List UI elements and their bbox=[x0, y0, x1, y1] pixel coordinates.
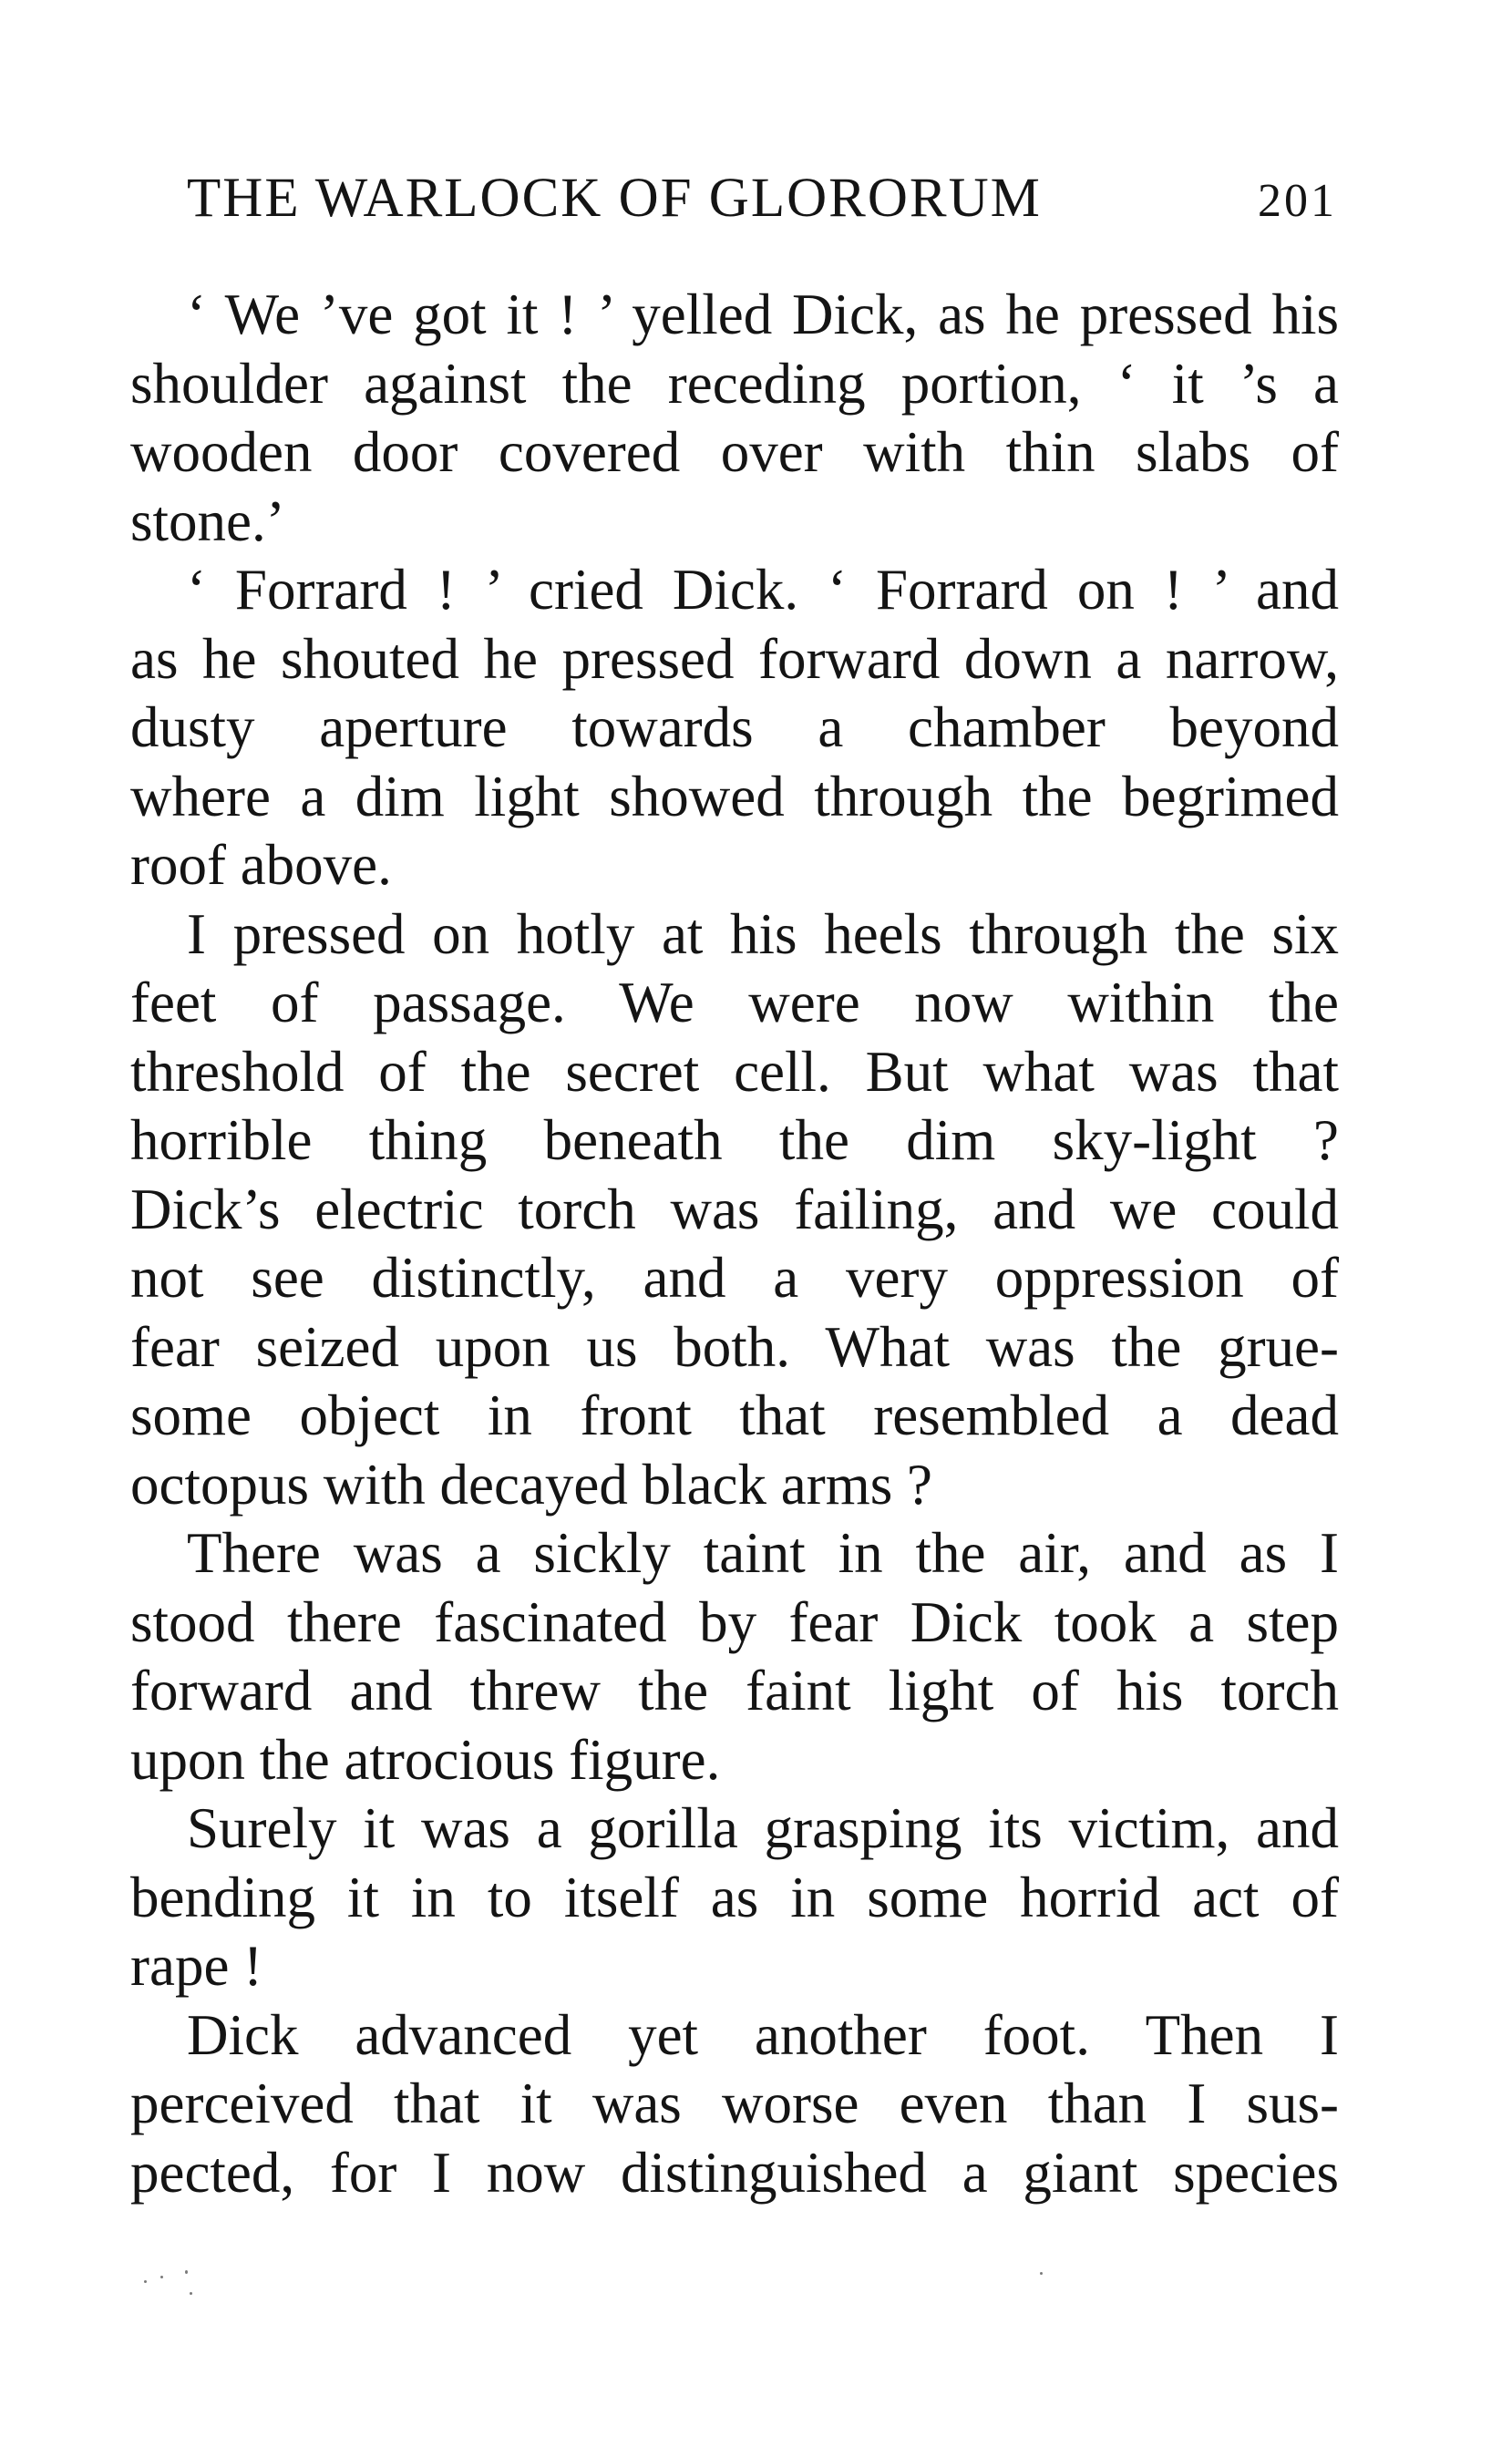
text-line: Surely it was a gorilla grasping its victim, and bbox=[187, 1796, 1339, 1860]
text-line: pected, for I now distinguished a giant species bbox=[130, 2140, 1339, 2205]
text-line: fear seized upon us both. What was the grue- bbox=[130, 1314, 1339, 1379]
text-line: some object in front that resembled a dead bbox=[130, 1383, 1339, 1447]
text-line: stood there fascinated by fear Dick took a step bbox=[130, 1589, 1339, 1654]
text-line: threshold of the secret cell. But what was that bbox=[130, 1039, 1339, 1104]
text-line: not see distinctly, and a very oppression of bbox=[130, 1246, 1339, 1310]
text-line: octopus with decayed black arms ? bbox=[130, 1452, 932, 1517]
text-line: forward and threw the faint light of his torch bbox=[130, 1659, 1339, 1722]
paper-speck bbox=[185, 2270, 188, 2274]
text-line: There was a sickly taint in the air, and as I bbox=[187, 1521, 1339, 1585]
body-text bbox=[130, 281, 1339, 2207]
text-line: Dick’s electric torch was failing, and we could bbox=[130, 1177, 1339, 1241]
page-number: 201 bbox=[1258, 175, 1337, 227]
text-line: shoulder against the receding portion, ‘ it ’s a bbox=[130, 351, 1339, 416]
text-line: roof above. bbox=[130, 833, 392, 897]
paper-speck bbox=[144, 2280, 147, 2283]
text-line: ‘ Forrard ! ’ cried Dick. ‘ Forrard on ! ’ and bbox=[187, 558, 1339, 622]
text-line: upon the atrocious figure. bbox=[130, 1727, 721, 1792]
text-line: wooden door covered over with thin slabs of bbox=[130, 420, 1339, 484]
paper-speck bbox=[160, 2276, 163, 2278]
running-head bbox=[187, 167, 1337, 234]
text-line: horrible thing beneath the dim sky-light ? bbox=[130, 1108, 1339, 1172]
text-line: dusty aperture towards a chamber beyond bbox=[130, 695, 1339, 759]
paper-speck bbox=[190, 2292, 192, 2295]
text-line: bending it in to itself as in some horrid act of bbox=[130, 1865, 1339, 1929]
text-line: feet of passage. We were now within the bbox=[130, 971, 1339, 1034]
text-line: stone.’ bbox=[130, 488, 285, 553]
running-title: THE WARLOCK OF GLORORUM bbox=[187, 168, 1042, 229]
text-line: I pressed on hotly at his heels through the six bbox=[187, 901, 1339, 966]
text-line: Dick advanced yet another foot. Then I bbox=[187, 2002, 1339, 2067]
text-line: where a dim light showed through the begrimed bbox=[130, 764, 1339, 828]
paper-speck bbox=[1040, 2272, 1043, 2275]
text-line: as he shouted he pressed forward down a narrow, bbox=[130, 626, 1339, 691]
text-line: rape ! bbox=[130, 1934, 263, 1998]
text-line: perceived that it was worse even than I sus- bbox=[130, 2072, 1339, 2135]
text-line: ‘ We ’ve got it ! ’ yelled Dick, as he pressed his bbox=[187, 283, 1339, 346]
